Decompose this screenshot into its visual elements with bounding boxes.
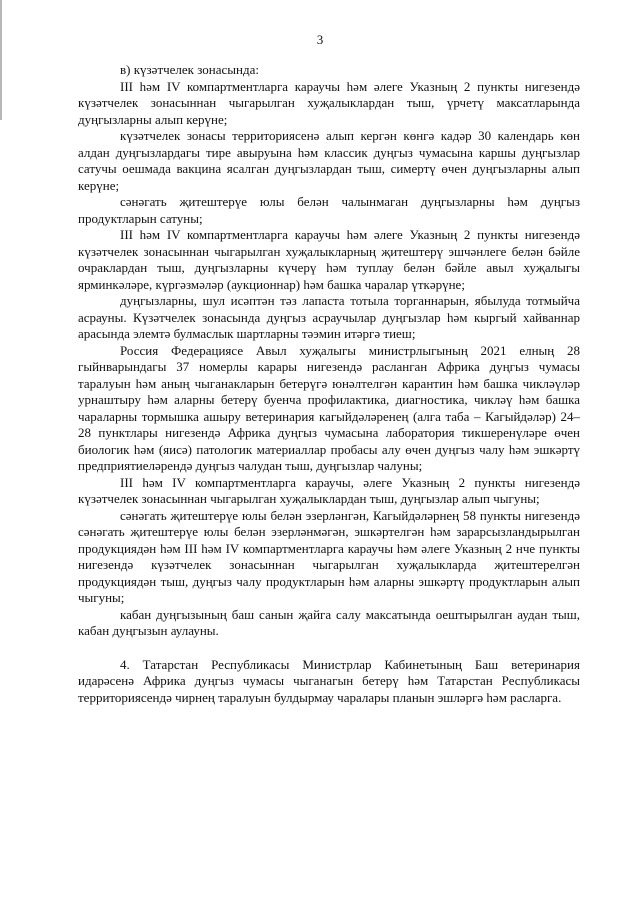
paragraph-free-range-keeping: дуңгызларны, шул исәптән тәз лапаста тотыла торганнарын, ябылуда тотмыйча асрауны. Күзәтчелек зонасында дуңгыз асраучылар дуңгызлар һәм кыргый хайваннар арасында элемтә булмаслык шартларны тәэмин итәргә тиеш; [78, 293, 580, 341]
paragraph-unslaughtered-sale: сәнәгать җитештерүе юлы белән чалынмаган дуңгызларны һәм дуңгыз продуктларын сатуны; [78, 194, 580, 226]
document-body [78, 62, 580, 706]
paragraph-observation-zone-heading: в) күзәтчелек зонасында: [120, 62, 259, 77]
page-number: 3 [316, 32, 324, 47]
paragraph-product-export: сәнәгать җитештерүе юлы белән эзерләнгән, Кагыйдәләрнең 58 пункты нигезендә сәнәгать җитештерүе юлы белән эзерләнмәгән, эшкәртелгән һәм зарарсызландырылган продукциядән һәм III һәм IV компартментларга караучы һәм әлеге Указның 2 нче пункты нигезендә күзәтчелек зонасыннан чыгарылган хуҗалыкларда җитештерелгән продукциядән тыш, дуңгыз чалу продуктларын һәм аларны эшкәртү продуктларын алып чыгуны; [78, 507, 580, 605]
paragraph-slaughter-rules: Россия Федерациясе Авыл хуҗалыгы министрлыгының 2021 елның 28 гыйнварындагы 37 номерлы карары нигезендә расланган Африка дуңгыз чумасы таралуын һәм аның чыганакларын бетерүгә юнәлтелгән карантин һәм башка чикләүләр урнаштыру һәм аларны бетерү буенча профилактика, диагностика, чикләү һәм башка чараларны тормышка ашыру ветеринария кагыйдәләренең (алга таба – Кагыйдәләр) 24–28 пунктлары нигезендә Африка дуңгыз чумасына лаборатория тикшеренүләре өчен биологик һәм (яисә) патологик материаллар пробасы алу өчен дуңгыз чалу һәм эшкәртү предприятиеләрендә дуңгыз чалудан тыш, дуңгызлар чалуны; [78, 342, 580, 473]
paragraph-breeding-import: III һәм IV компартментларга караучы һәм әлеге Указның 2 пункты нигезендә күзәтчелек зонасыннан чыгарылган хуҗалыклардан тыш, үрчетү максатларында дуңгызларны алып керүне; [78, 78, 580, 127]
paragraph-wild-boar-hunting: кабан дуңгызының баш санын җайга салу максатында оештырылган аудан тыш, кабан дуңгызын аулауны. [78, 606, 580, 638]
paragraph-fattening-import: күзәтчелек зонасы территориясенә алып кергән көнгә кадәр 30 календарь көн алдан дуңгызлардагы тире авыруына һәм классик дуңгыз чумасына каршы дуңгызлар сатучы оешмада вакцина ясалган дуңгызлардан тыш, симертү өчен дуңгызларны алып керүне; [78, 128, 580, 193]
scan-edge-mark [0, 0, 2, 120]
paragraph-fairs-exhibitions: III һәм IV компартментларга караучы һәм әлеге Указның 2 пункты нигезендә күзәтчелек зонасыннан чыгарылган хуҗалыкларның җитештерү эшчәнлеге белән бәйле очраклардан тыш, дуңгызларны күчерү һәм туплау белән бәйле авыл хуҗалыгы ярминкәләре, күргәзмәләр (аукционнар) һәм башка чаралар үткәрүне; [78, 227, 580, 292]
paragraph-item-4: 4. Татарстан Республикасы Министрлар Кабинетының Баш ветеринария идарәсенә Африка дуңгыз чумасы чыганагын бетерү һәм Татарстан Республикасы территориясендә чирнең таралуын булдырмау чаралары планын эшләргә һәм расларга. [78, 656, 580, 705]
paragraph-pig-export: III һәм IV компартментларга караучы, әлеге Указның 2 пункты нигезендә күзәтчелек зонасыннан чыгарылган хуҗалыклардан тыш, дуңгызлар алып чыгуны; [78, 474, 580, 506]
